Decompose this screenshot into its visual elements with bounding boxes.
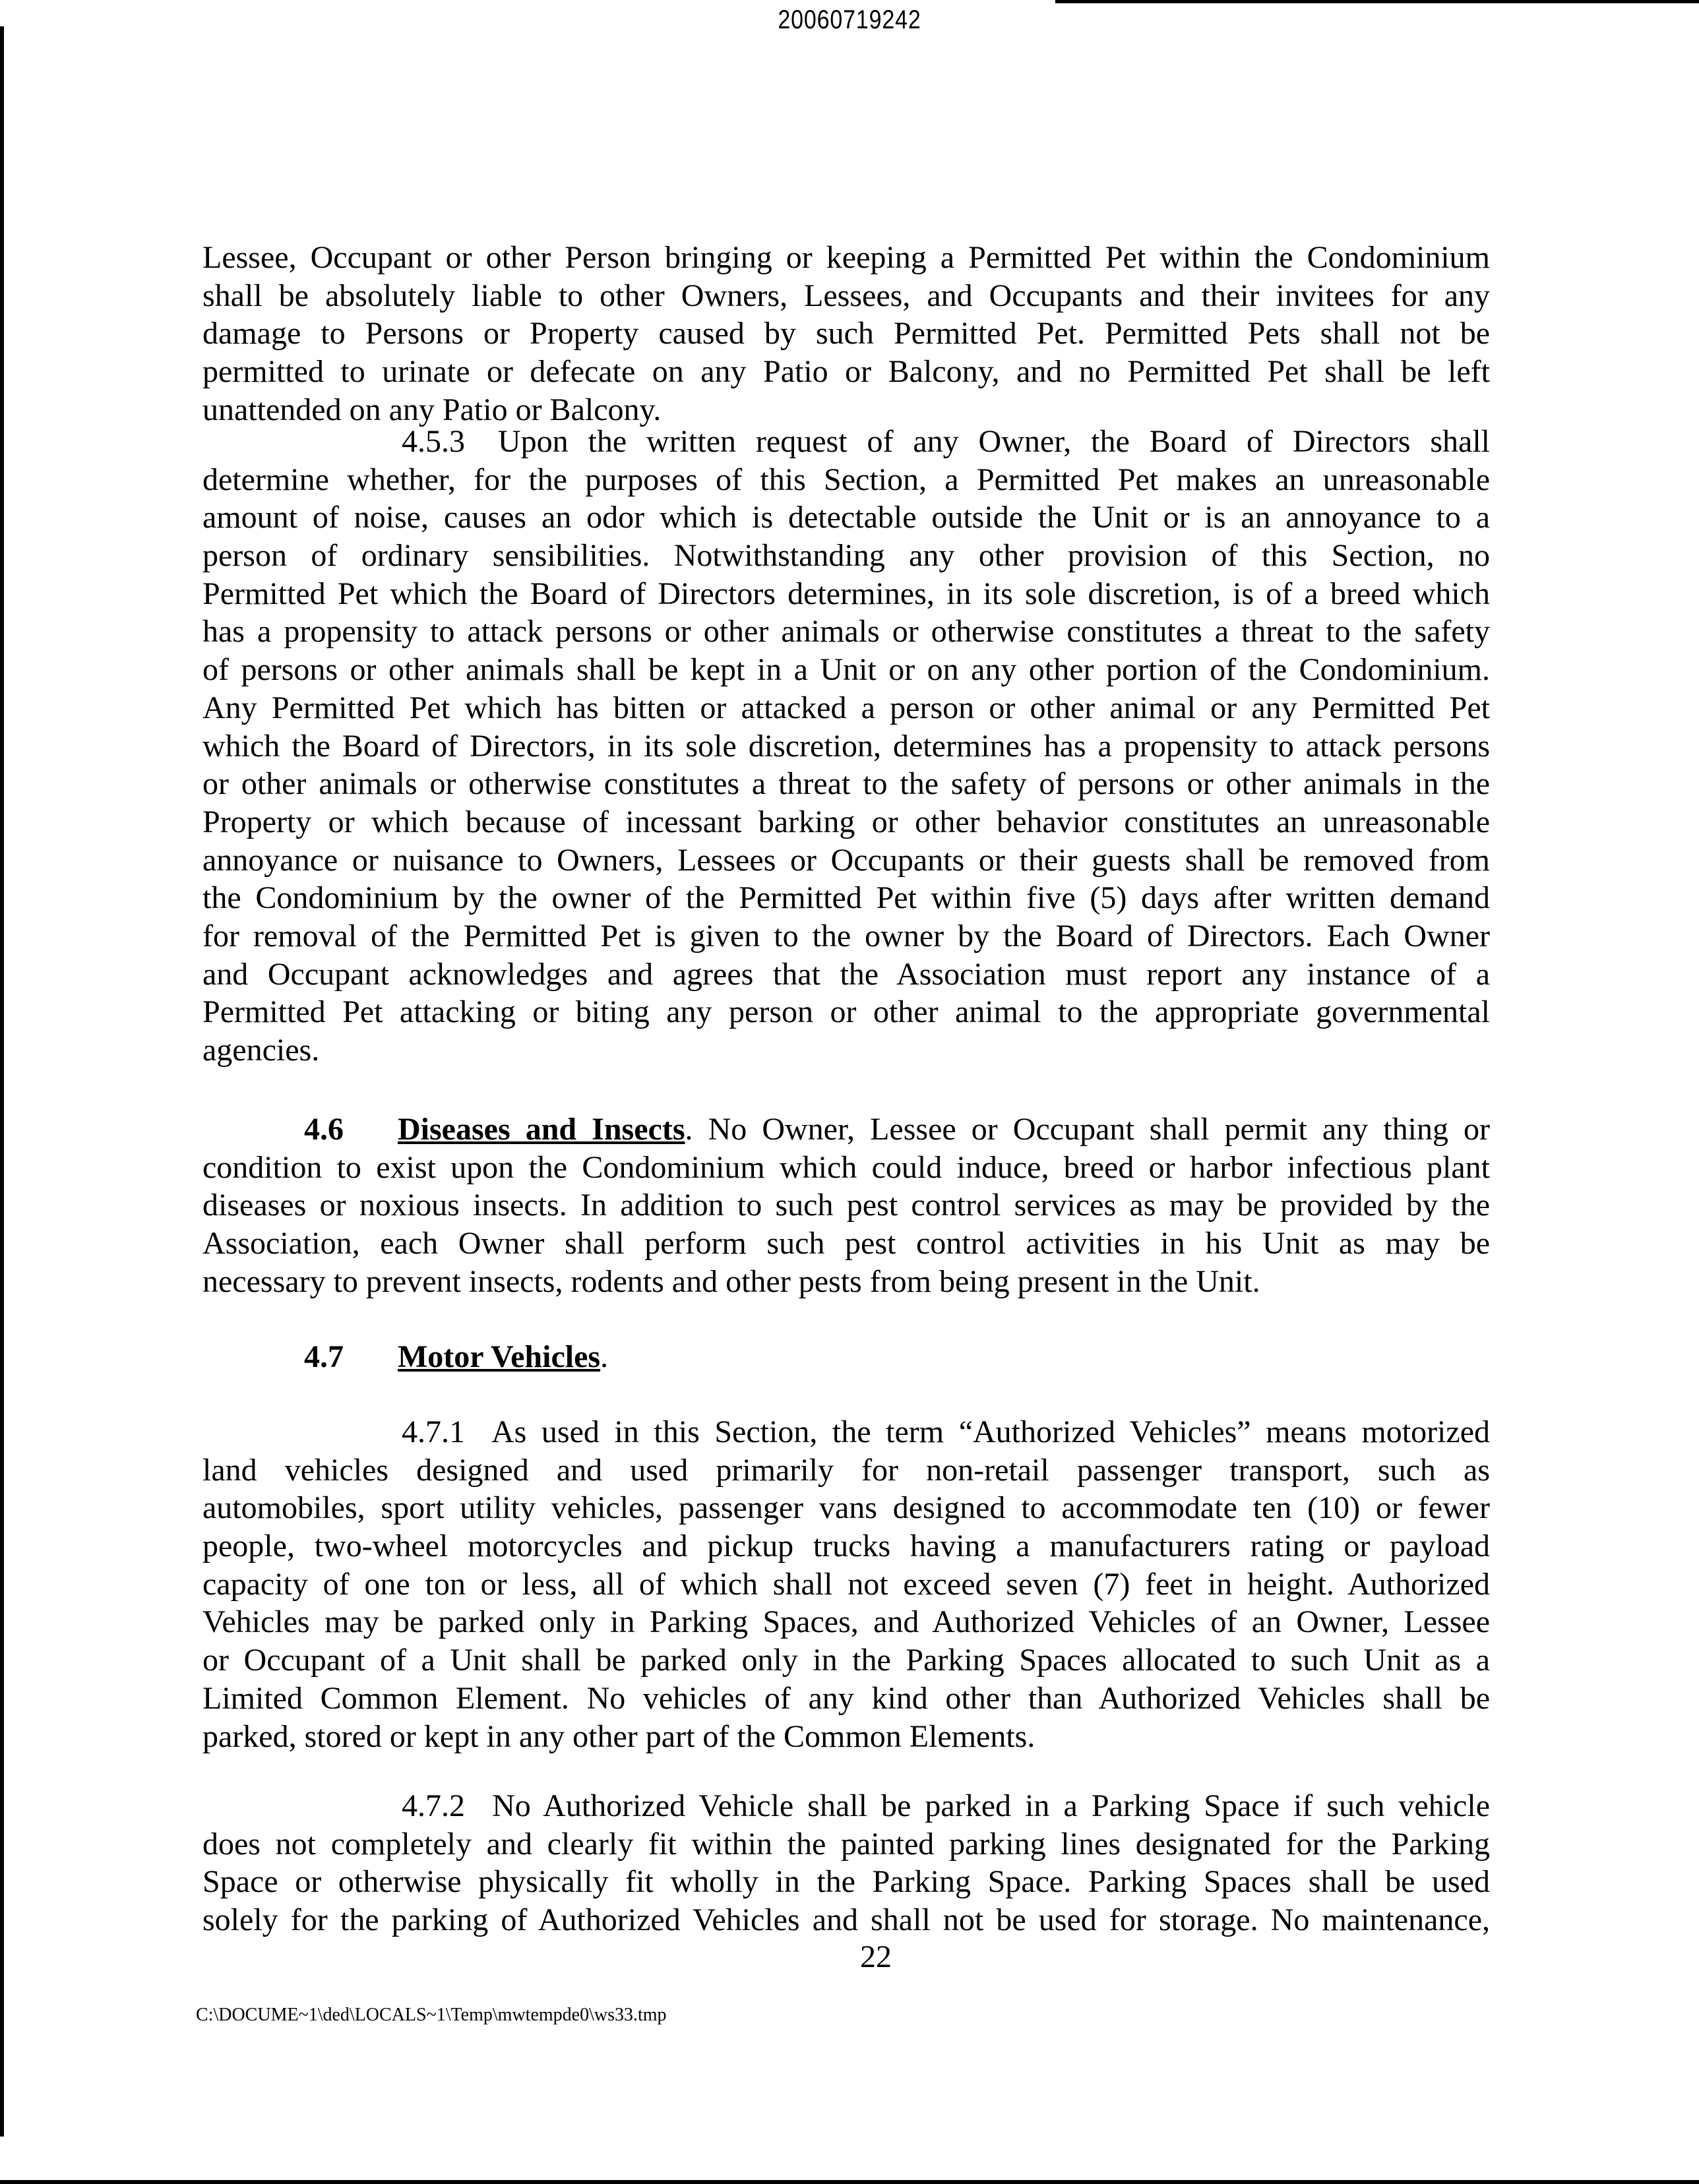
text-line	[202, 1338, 1490, 1376]
line-text: capacity of one ton or less, all of which shall not exceed seven (7) feet in height. Authorized	[202, 1566, 1490, 1602]
text-line	[202, 315, 1490, 353]
line-text: for removal of the Permitted Pet is given to the owner by the Board of Directors. Each Owner	[202, 918, 1490, 954]
line-text: Lessee, Occupant or other Person bringing or keeping a Permitted Pet within the Condominium	[202, 240, 1490, 275]
text-line	[202, 1451, 1490, 1490]
line-text: Permitted Pet which the Board of Directors determines, in its sole discretion, is of a breed which	[202, 576, 1490, 611]
text-line	[202, 1718, 1490, 1756]
text-line	[202, 1031, 1490, 1070]
text-line	[202, 1225, 1490, 1263]
text-line	[202, 423, 1490, 461]
line-text: Upon the written request of any Owner, the Board of Directors shall	[497, 424, 1491, 459]
subsection-number: 4.5.3	[402, 424, 465, 459]
line-text: unattended on any Patio or Balcony.	[202, 392, 662, 427]
line-text: annoyance or nuisance to Owners, Lessees or Occupants or their guests shall be removed from	[202, 842, 1490, 878]
scan-border-left	[0, 26, 4, 2137]
paragraph-p-4-6	[202, 1110, 1490, 1300]
text-line	[202, 993, 1490, 1031]
line-text: diseases or noxious insects. In addition to such pest control services as may be provided by the	[202, 1188, 1490, 1223]
line-text: . No Owner, Lessee or Occupant shall permit any thing or	[685, 1112, 1490, 1147]
text-line	[202, 1413, 1490, 1451]
line-text: or other animals or otherwise constitutes a threat to the safety of persons or other animals in the	[202, 766, 1490, 802]
line-text: condition to exist upon the Condominium which could induce, breed or harbor infectious plant	[202, 1149, 1490, 1185]
subsection-number: 4.7.2	[402, 1788, 465, 1823]
text-line	[202, 353, 1490, 391]
line-text: No Authorized Vehicle shall be parked in a Parking Space if such vehicle	[492, 1788, 1490, 1823]
subsection-number: 4.7.1	[402, 1414, 465, 1449]
line-text: Any Permitted Pet which has bitten or attacked a person or other animal or any Permitted Pet	[202, 690, 1490, 725]
line-text: damage to Persons or Property caused by such Permitted Pet. Permitted Pets shall not be	[202, 316, 1490, 351]
text-line	[202, 689, 1490, 727]
text-line	[202, 917, 1490, 956]
line-text: does not completely and clearly fit within the painted parking lines designated for the Parking	[202, 1826, 1490, 1862]
paragraph-p-4-7-2	[202, 1787, 1490, 1939]
line-text: amount of noise, causes an odor which is detectable outside the Unit or is an annoyance to a	[202, 500, 1490, 535]
line-text: person of ordinary sensibilities. Notwithstanding any other provision of this Section, no	[202, 538, 1490, 574]
line-text: which the Board of Directors, in its sole discretion, determines has a propensity to attack persons	[202, 728, 1490, 764]
text-line	[202, 956, 1490, 994]
text-line	[202, 1186, 1490, 1225]
text-line	[202, 461, 1490, 499]
text-line	[202, 239, 1490, 277]
line-text: automobiles, sport utility vehicles, passenger vans designed to accommodate ten (10) or fewer	[202, 1490, 1490, 1526]
text-line	[202, 1527, 1490, 1565]
line-text: parked, stored or kept in any other part of the Common Elements.	[202, 1718, 1035, 1754]
paragraph-p-4-7	[202, 1338, 1490, 1376]
line-text: Association, each Owner shall perform such pest control activities in his Unit as may be	[202, 1226, 1490, 1261]
line-text: necessary to prevent insects, rodents and other pests from being present in the Unit.	[202, 1263, 1260, 1299]
line-text: determine whether, for the purposes of this Section, a Permitted Pet makes an unreasonable	[202, 462, 1490, 497]
text-line	[202, 765, 1490, 803]
text-line	[202, 1110, 1490, 1149]
text-line	[202, 1787, 1490, 1825]
text-line	[202, 1565, 1490, 1604]
text-line	[202, 651, 1490, 689]
text-line	[202, 1263, 1490, 1301]
line-text: Limited Common Element. No vehicles of any kind other than Authorized Vehicles shall be	[202, 1680, 1490, 1716]
text-line	[202, 1825, 1490, 1864]
document-number: 20060719242	[778, 5, 921, 34]
section-heading: Diseases and Insects	[398, 1112, 685, 1147]
line-text: of persons or other animals shall be kept in a Unit or on any other portion of the Condominium.	[202, 652, 1490, 688]
paragraph-p-pets-liability	[202, 239, 1490, 429]
text-line	[202, 537, 1490, 575]
section-number: 4.7	[304, 1339, 344, 1374]
line-text: As used in this Section, the term “Authorized Vehicles” means motorized	[491, 1414, 1490, 1449]
text-line	[202, 277, 1490, 315]
line-text: .	[600, 1339, 609, 1374]
scan-border-bottom	[0, 2180, 1699, 2184]
text-line	[202, 841, 1490, 880]
scan-border-top	[1055, 0, 1699, 3]
text-line	[202, 1901, 1490, 1939]
section-heading: Motor Vehicles	[398, 1339, 601, 1374]
text-line	[202, 803, 1490, 841]
text-line	[202, 499, 1490, 537]
text-line	[202, 727, 1490, 766]
footer-file-path: C:\DOCUME~1\ded\LOCALS~1\Temp\mwtempde0\ws33.tmp	[196, 2005, 667, 2025]
text-line	[202, 1149, 1490, 1187]
line-text: or Occupant of a Unit shall be parked only in the Parking Spaces allocated to such Unit as a	[202, 1643, 1490, 1678]
line-text: and Occupant acknowledges and agrees that the Association must report any instance of a	[202, 956, 1490, 992]
text-line	[202, 1641, 1490, 1680]
line-text: Property or which because of incessant barking or other behavior constitutes an unreasonable	[202, 804, 1490, 839]
line-text: Space or otherwise physically fit wholly in the Parking Space. Parking Spaces shall be used	[202, 1864, 1490, 1900]
text-line	[202, 1680, 1490, 1718]
section-number: 4.6	[304, 1112, 344, 1147]
line-text: the Condominium by the owner of the Permitted Pet within five (5) days after written demand	[202, 880, 1490, 916]
text-line	[202, 1603, 1490, 1641]
line-text: people, two-wheel motorcycles and pickup trucks having a manufacturers rating or payload	[202, 1529, 1490, 1564]
paragraph-p-4-7-1	[202, 1413, 1490, 1755]
text-line	[202, 1489, 1490, 1527]
line-text: shall be absolutely liable to other Owners, Lessees, and Occupants and their invitees for any	[202, 278, 1490, 313]
line-text: agencies.	[202, 1033, 320, 1068]
line-text: solely for the parking of Authorized Vehicles and shall not be used for storage. No maintenance,	[202, 1902, 1490, 1938]
line-text: has a propensity to attack persons or other animals or otherwise constitutes a threat to the safety	[202, 614, 1490, 650]
page-number: 22	[860, 1939, 892, 1974]
line-text: Permitted Pet attacking or biting any person or other animal to the appropriate governmental	[202, 994, 1490, 1030]
line-text: land vehicles designed and used primarily for non-retail passenger transport, such as	[202, 1452, 1490, 1488]
paragraph-p-4-5-3	[202, 423, 1490, 1070]
text-line	[202, 1863, 1490, 1901]
text-line	[202, 879, 1490, 917]
line-text: permitted to urinate or defecate on any Patio or Balcony, and no Permitted Pet shall be left	[202, 354, 1490, 390]
text-line	[202, 613, 1490, 651]
text-line	[202, 575, 1490, 613]
line-text: Vehicles may be parked only in Parking Spaces, and Authorized Vehicles of an Owner, Lessee	[202, 1604, 1490, 1640]
